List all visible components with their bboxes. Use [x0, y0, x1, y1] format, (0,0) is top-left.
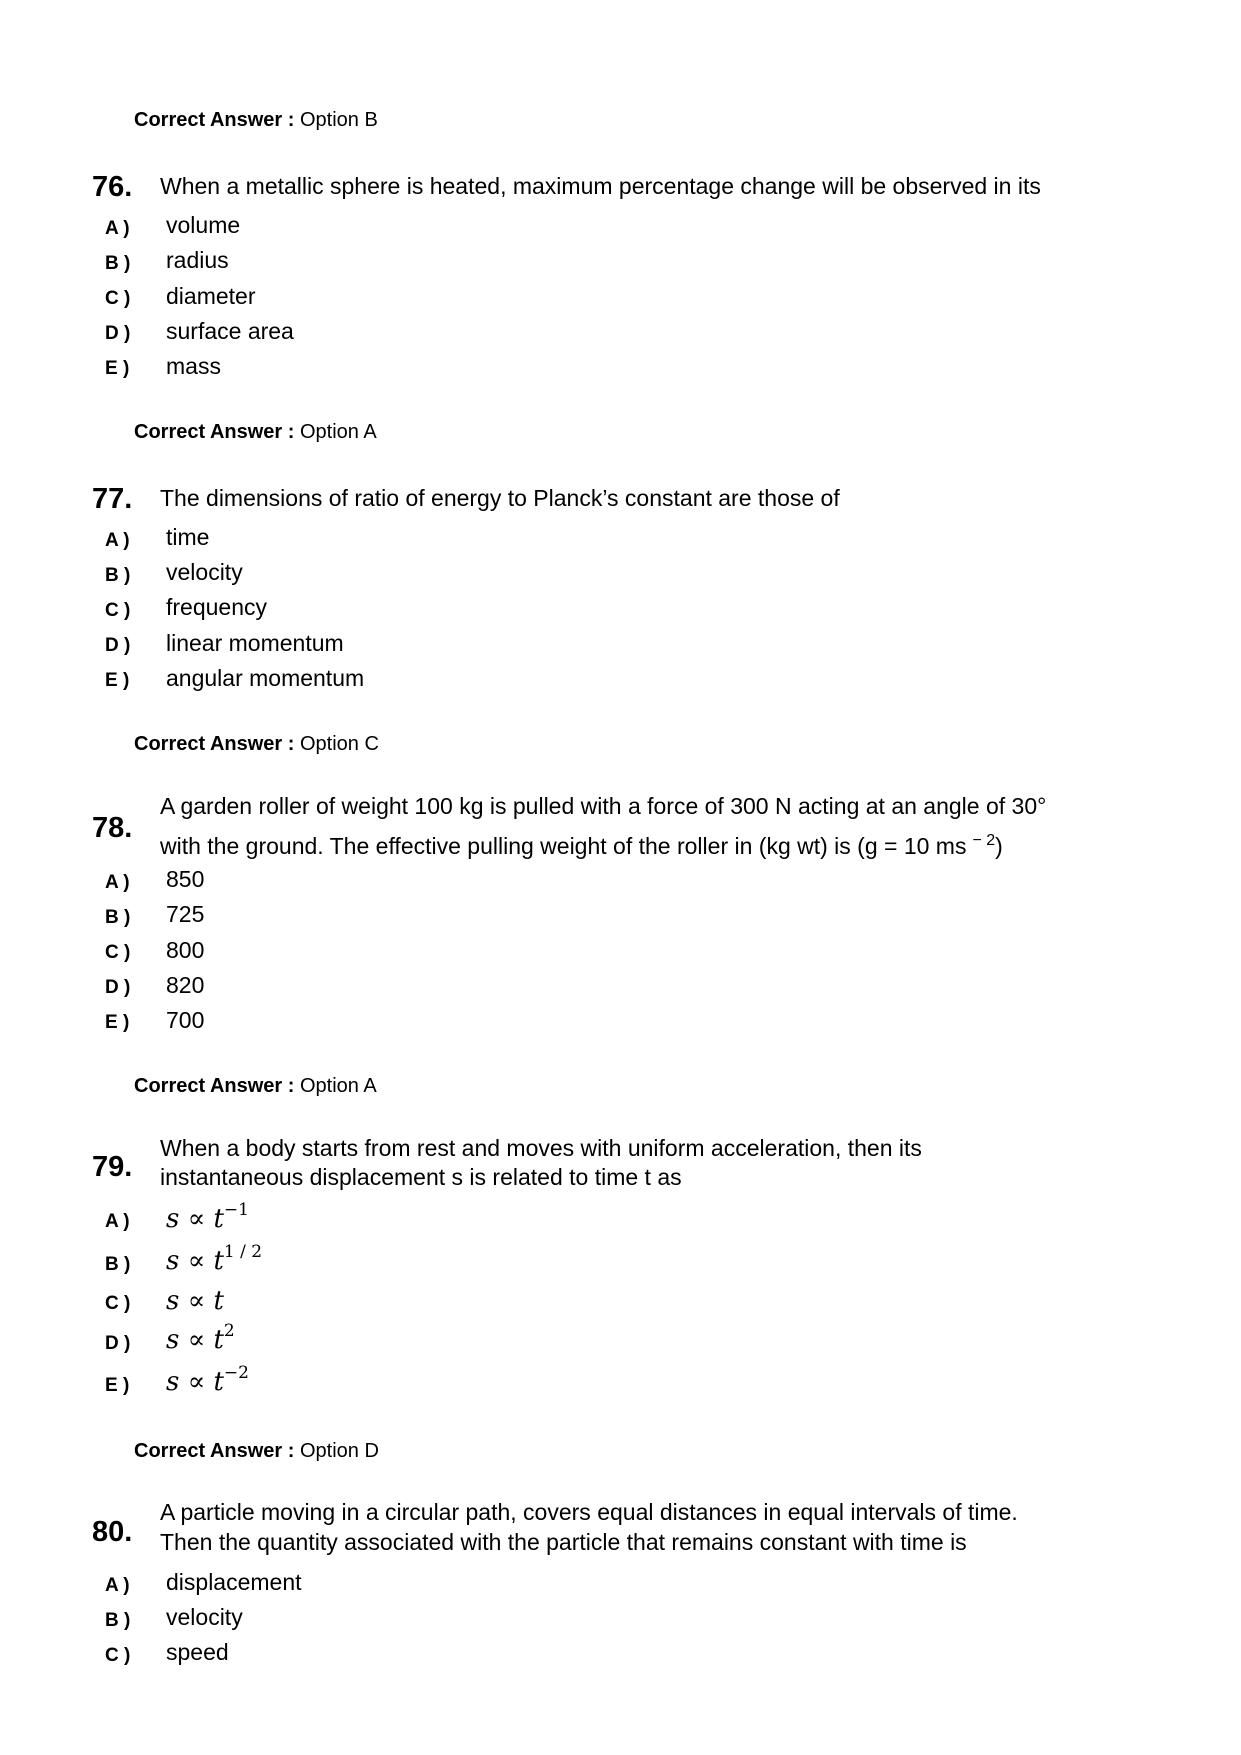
option-label-76-e: E )	[105, 358, 130, 379]
option-label-78-b: B )	[105, 907, 131, 928]
option-label-78-e: E )	[105, 1012, 130, 1033]
option-label-77-a: A )	[105, 530, 130, 551]
option-label-79-c: C )	[105, 1293, 131, 1314]
option-text-78-d: 820	[166, 972, 205, 998]
option-label-76-d: D )	[105, 323, 131, 344]
formula-exponent: −2	[223, 1363, 249, 1383]
question-text-79-line2: instantaneous displacement s is related to time t as	[160, 1164, 682, 1190]
option-label-77-c: C )	[105, 600, 131, 621]
option-text-79-e	[166, 1363, 249, 1397]
option-text-80-c: speed	[166, 1639, 229, 1665]
question-number-80: 80.	[92, 1516, 133, 1548]
option-text-79-c	[166, 1282, 224, 1316]
option-label-76-c: C )	[105, 288, 131, 309]
formula-base: s ∝ t	[166, 1286, 224, 1316]
option-label-79-b: B )	[105, 1254, 131, 1275]
correct-answer-76	[134, 421, 377, 444]
option-label-78-d: D )	[105, 977, 131, 998]
correct-answer-75	[134, 109, 378, 132]
option-text-78-a: 850	[166, 866, 205, 892]
question-text-80-line2: Then the quantity associated with the particle that remains constant with time is	[160, 1529, 967, 1555]
question-number-76: 76.	[92, 171, 133, 203]
option-label-79-a: A )	[105, 1211, 130, 1232]
option-text-77-d: linear momentum	[166, 630, 344, 656]
option-text-76-a: volume	[166, 212, 241, 238]
option-text-77-e: angular momentum	[166, 665, 365, 691]
option-text-78-e: 700	[166, 1007, 205, 1033]
question-text-80-line1: A particle moving in a circular path, covers equal distances in equal intervals of time.	[160, 1499, 1018, 1525]
correct-answer-79	[134, 1440, 379, 1463]
option-text-79-b	[166, 1242, 262, 1276]
option-label-77-b: B )	[105, 565, 131, 586]
option-label-80-b: B )	[105, 1610, 131, 1631]
question-text-76: When a metallic sphere is heated, maximum percentage change will be observed in its	[160, 173, 1041, 199]
option-text-76-d: surface area	[166, 318, 294, 344]
formula-base: s ∝ t	[166, 1204, 224, 1234]
option-text-76-c: diameter	[166, 283, 256, 309]
formula-exponent: 2	[223, 1321, 235, 1341]
option-label-80-a: A )	[105, 1575, 130, 1596]
option-text-77-a: time	[166, 524, 210, 550]
correct-answer-78	[134, 1075, 377, 1098]
option-text-78-c: 800	[166, 937, 205, 963]
formula-base: s ∝ t	[166, 1246, 224, 1276]
closing-paren: )	[995, 833, 1003, 859]
answer-value: Option C	[299, 733, 379, 755]
answer-label: Correct Answer :	[134, 733, 295, 755]
option-label-80-c: C )	[105, 1645, 131, 1666]
option-text-79-d	[166, 1321, 235, 1355]
option-label-79-e: E )	[105, 1375, 130, 1396]
option-text-77-b: velocity	[166, 559, 243, 585]
question-text-78-line2-main: with the ground. The effective pulling weight of the roller in (kg wt) is (g = 10 ms	[160, 833, 967, 859]
option-label-76-b: B )	[105, 253, 131, 274]
correct-answer-77	[134, 733, 379, 756]
option-text-79-a	[166, 1200, 249, 1234]
exponent: − 2	[972, 832, 996, 849]
answer-label: Correct Answer :	[134, 1440, 295, 1462]
option-label-78-c: C )	[105, 942, 131, 963]
option-text-76-b: radius	[166, 247, 229, 273]
question-text-77: The dimensions of ratio of energy to Planck’s constant are those of	[160, 485, 840, 511]
answer-value: Option D	[299, 1440, 379, 1462]
question-number-77: 77.	[92, 483, 133, 515]
option-text-78-b: 725	[166, 901, 205, 927]
question-number-78: 78.	[92, 812, 133, 844]
question-text-78-line1: A garden roller of weight 100 kg is pulled with a force of 300 N acting at an angle of 30°	[160, 793, 1047, 819]
option-text-80-a: displacement	[166, 1569, 302, 1595]
option-text-77-c: frequency	[166, 594, 268, 620]
formula-base: s ∝ t	[166, 1367, 224, 1397]
formula-base: s ∝ t	[166, 1325, 224, 1355]
option-label-77-e: E )	[105, 670, 130, 691]
option-text-76-e: mass	[166, 353, 221, 379]
question-text-79-line1: When a body starts from rest and moves with uniform acceleration, then its	[160, 1135, 922, 1161]
answer-label: Correct Answer :	[134, 1075, 295, 1097]
formula-exponent: −1	[223, 1200, 249, 1220]
option-label-78-a: A )	[105, 872, 130, 893]
answer-value: Option A	[299, 1075, 377, 1097]
answer-value: Option A	[299, 421, 377, 443]
option-label-77-d: D )	[105, 635, 131, 656]
option-text-80-b: velocity	[166, 1604, 243, 1630]
answer-label: Correct Answer :	[134, 421, 295, 443]
option-label-76-a: A )	[105, 218, 130, 239]
formula-exponent: 1 / 2	[223, 1242, 263, 1262]
option-label-79-d: D )	[105, 1333, 131, 1354]
question-number-79: 79.	[92, 1151, 133, 1183]
question-text-78-line2	[160, 826, 1003, 861]
answer-label: Correct Answer :	[134, 109, 295, 131]
answer-value: Option B	[299, 109, 378, 131]
